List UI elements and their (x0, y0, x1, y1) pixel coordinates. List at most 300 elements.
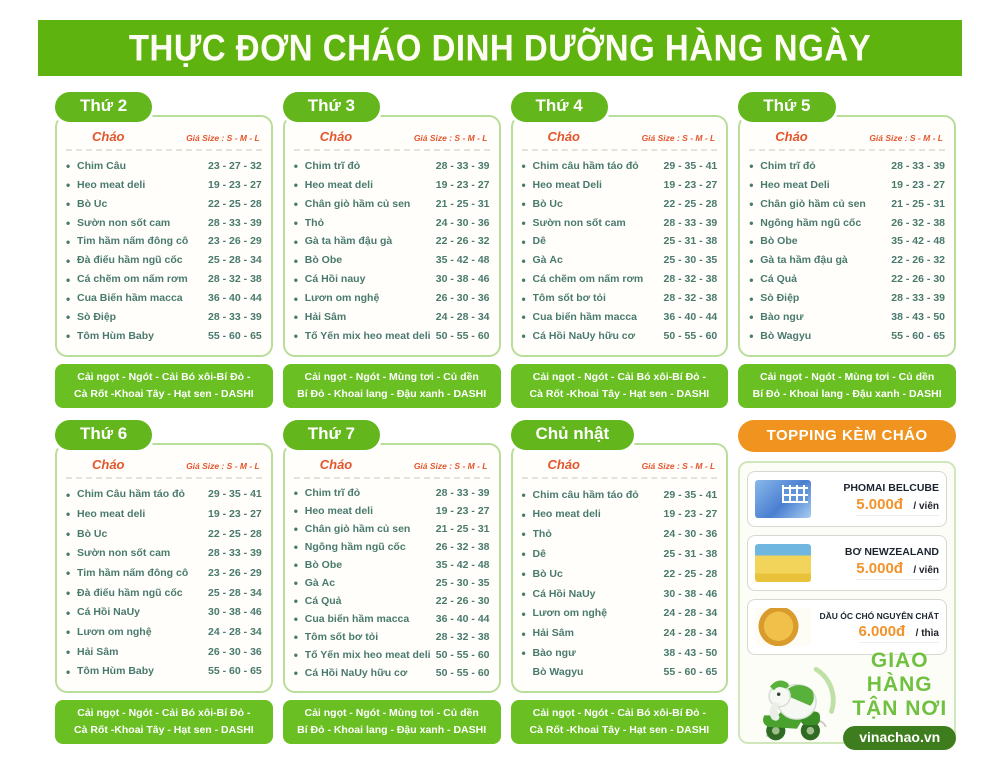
delivery-text (843, 649, 956, 750)
dish-price: 50 - 55 - 60 (663, 330, 718, 343)
dish-row (66, 646, 262, 658)
dish-column-label: Cháo (92, 129, 125, 144)
dish-name: Tôm sốt bơ tỏi (532, 293, 606, 304)
day-card (738, 92, 956, 408)
bullet-icon: • (293, 196, 298, 211)
dish-price: 22 - 25 - 28 (663, 567, 718, 580)
dish-price: 29 - 35 - 41 (663, 488, 718, 501)
dish-row (294, 649, 490, 661)
dish-price: 22 - 25 - 28 (208, 527, 262, 540)
dish-price: 30 - 38 - 46 (208, 606, 262, 619)
vegetable-band (55, 364, 273, 408)
dish-name: Cá Hồi NaUy (77, 607, 141, 618)
dish-row (522, 293, 718, 305)
dish-name: Tôm Hùm Baby (77, 666, 155, 677)
dish-name: Gà Ác (532, 255, 563, 266)
dish-price: 25 - 31 - 38 (663, 235, 718, 248)
dish-price: 25 - 30 - 35 (435, 576, 490, 589)
dish-name: Cua biển hầm macca (532, 312, 637, 323)
dish-name: Bò Wagyu (760, 331, 812, 342)
bullet-icon: • (66, 310, 71, 325)
dish-row (294, 541, 490, 553)
dish-name: Cá Quả (760, 274, 798, 285)
dish-price: 28 - 33 - 39 (208, 547, 262, 560)
dish-name: Tim hầm nấm đông cô (77, 568, 189, 579)
dish-row (66, 528, 262, 540)
bullet-icon: • (521, 507, 526, 522)
bullet-icon: • (66, 158, 71, 173)
dish-name: Chân giò hầm củ sen (760, 198, 866, 210)
dish-name: Dê (532, 236, 546, 247)
bullet-icon: • (293, 504, 298, 519)
bullet-icon: • (749, 196, 754, 211)
bullet-icon: • (66, 196, 71, 211)
price-size-column-label: Giá Size : S - M - L (869, 133, 943, 143)
dish-name: Bò Obe (304, 559, 343, 571)
title-band (38, 20, 962, 76)
dish-row (294, 255, 490, 267)
price-size-column-label: Giá Size : S - M - L (641, 461, 716, 471)
dish-name: Sò Điệp (760, 293, 800, 304)
dish-name: Cua Biển hầm macca (77, 293, 183, 304)
dish-price: 29 - 35 - 41 (208, 488, 262, 501)
delivery-section (747, 648, 948, 746)
dish-price: 28 - 33 - 39 (663, 216, 718, 229)
dish-name: Gà ta hầm đậu gà (760, 255, 848, 266)
dish-row (66, 666, 262, 678)
dish-row (522, 274, 718, 286)
dish-name: Cá chẽm om nấm rơm (77, 274, 188, 285)
topping-price: 6.000đ (858, 623, 906, 640)
dish-price: 19 - 23 - 27 (208, 178, 262, 191)
dish-row (66, 548, 262, 560)
veg-line1: Cải ngọt - Ngót - Cải Bó xôi-Bí Đỏ - (77, 371, 251, 384)
dish-name: Chim trĩ đỏ (304, 487, 361, 499)
bullet-icon: • (66, 234, 71, 249)
bullet-icon: • (293, 648, 298, 663)
dish-price: 28 - 33 - 39 (891, 292, 945, 305)
dish-name: Chim trĩ đỏ (304, 160, 361, 172)
dish-row (294, 236, 490, 248)
day-label: Chủ nhật (511, 420, 635, 450)
price-size-column-label: Giá Size : S - M - L (641, 133, 716, 143)
dish-price: 35 - 42 - 48 (435, 558, 490, 571)
dish-row (294, 160, 490, 172)
bullet-icon: • (293, 612, 298, 627)
dish-row (749, 274, 945, 286)
dish-price: 24 - 28 - 34 (663, 627, 718, 640)
topping-price-line (856, 496, 939, 516)
bullet-icon: • (749, 177, 754, 192)
dish-row (522, 489, 718, 501)
dish-name: Cá Quả (304, 595, 342, 607)
dish-row (294, 217, 490, 229)
dish-price: 29 - 35 - 41 (663, 159, 718, 172)
vegetable-band (283, 700, 501, 744)
dish-price: 24 - 30 - 36 (435, 216, 490, 229)
dish-price: 30 - 38 - 46 (663, 587, 718, 600)
bullet-icon: • (66, 566, 71, 581)
day-label: Thứ 7 (283, 420, 380, 450)
dish-list (66, 153, 262, 349)
dish-row (66, 607, 262, 619)
vegetable-band (738, 364, 956, 408)
bullet-icon: • (521, 606, 526, 621)
day-menu-card (511, 443, 729, 693)
topping-info (817, 482, 939, 516)
topping-name: PHOMAI BELCUBE (843, 482, 939, 494)
dish-name: Chim trĩ đỏ (760, 160, 816, 172)
dish-row (66, 311, 262, 323)
topping-panel (738, 420, 956, 744)
dish-price: 28 - 33 - 39 (208, 311, 262, 324)
dish-name: Heo meat deli (304, 505, 374, 517)
veg-line2: Cà Rốt -Khoai Tây - Hạt sen - DASHI (74, 723, 254, 736)
bullet-icon: • (749, 291, 754, 306)
belcube-pack-image (755, 480, 811, 518)
dish-row (522, 588, 718, 600)
dish-price: 38 - 43 - 50 (663, 647, 718, 660)
bullet-icon: • (66, 625, 71, 640)
dish-name: Dê (532, 549, 546, 560)
dish-name: Bò Obe (760, 236, 798, 247)
topping-list (747, 471, 947, 663)
vegetable-band (283, 364, 501, 408)
dish-price: 24 - 28 - 34 (435, 311, 490, 324)
dish-list (294, 481, 490, 685)
bullet-icon: • (293, 253, 298, 268)
dish-name: Cá chẽm om nấm rơm (532, 274, 644, 285)
dish-row (522, 311, 718, 323)
dish-row (66, 508, 262, 520)
dish-row (522, 568, 718, 580)
bullet-icon: • (293, 234, 298, 249)
dish-name: Bào ngư (760, 312, 804, 323)
day-card (283, 92, 501, 408)
bullet-icon: • (293, 594, 298, 609)
dish-price: 55 - 60 - 65 (663, 666, 718, 679)
dish-price: 28 - 32 - 38 (208, 273, 262, 286)
day-card (55, 92, 273, 408)
dish-row (749, 217, 945, 229)
dish-name: Chân giò hầm củ sen (304, 523, 411, 535)
dish-name: Bò Úc (77, 198, 108, 210)
day-menu-card (283, 115, 501, 357)
dish-name: Tim hầm nấm đông cô (77, 236, 189, 247)
day-card (283, 420, 501, 744)
dish-row (294, 179, 490, 191)
dish-row (749, 293, 945, 305)
dish-name: Tôm Hùm Baby (77, 331, 155, 342)
dish-name: Cá Hồi nauy (304, 274, 366, 285)
dish-price: 28 - 33 - 39 (208, 216, 262, 229)
veg-line1: Cải ngọt - Ngót - Mùng tơi - Củ dền (759, 371, 935, 384)
bullet-icon: • (66, 272, 71, 287)
dish-price: 55 - 60 - 65 (891, 330, 945, 343)
butter-pack-image (755, 544, 811, 582)
dish-row (749, 236, 945, 248)
dish-price: 22 - 25 - 28 (208, 197, 262, 210)
vegetable-band (55, 700, 273, 744)
veg-line2: Bí Đỏ - Khoai lang - Đậu xanh - DASHI (752, 387, 942, 400)
dish-column-label: Cháo (92, 457, 125, 472)
dish-row (294, 311, 490, 323)
dish-row (522, 236, 718, 248)
dish-name: Heo meat deli (77, 509, 146, 520)
dish-name: Chim câu hầm táo đỏ (532, 489, 639, 501)
bullet-icon: • (66, 605, 71, 620)
dashed-divider (294, 149, 490, 151)
dish-name: Bò Wagyu (532, 667, 584, 678)
dish-row (294, 667, 490, 679)
dashed-divider (522, 477, 718, 479)
dish-price: 30 - 38 - 46 (435, 273, 490, 286)
topping-unit: / thìa (915, 628, 939, 639)
topping-row (747, 535, 947, 591)
dish-column-label: Cháo (775, 129, 808, 144)
dish-price: 28 - 33 - 39 (435, 486, 490, 499)
bullet-icon: • (293, 158, 298, 173)
dish-price: 23 - 27 - 32 (208, 159, 262, 172)
bullet-icon: • (293, 486, 298, 501)
veg-line2: Bí Đỏ - Khoai lang - Đậu xanh - DASHI (297, 387, 487, 400)
bullet-icon: • (749, 272, 754, 287)
bullet-icon: • (293, 540, 298, 555)
bullet-icon: • (293, 310, 298, 325)
topping-row (747, 471, 947, 527)
topping-row (747, 599, 947, 655)
bullet-icon: • (521, 196, 526, 211)
bullet-icon: • (521, 310, 526, 325)
day-menu-card (55, 115, 273, 357)
dish-price: 28 - 33 - 39 (891, 159, 945, 172)
dish-name: Bào ngư (532, 648, 576, 659)
dish-row (749, 198, 945, 210)
veg-line1: Cải ngọt - Ngót - Mùng tơi - Củ dền (304, 707, 479, 720)
dish-row (749, 255, 945, 267)
dish-row (294, 613, 490, 625)
dish-list (294, 153, 490, 349)
veg-line1: Cải ngọt - Ngót - Cải Bó xôi-Bí Đỏ - (532, 371, 706, 384)
dish-price: 21 - 25 - 31 (435, 522, 490, 535)
card-header-row (749, 127, 945, 144)
dish-row (66, 587, 262, 599)
website-pill: vinachao.vn (843, 726, 956, 750)
topping-card (738, 461, 956, 744)
bullet-icon: • (293, 329, 298, 344)
dish-price: 19 - 23 - 27 (208, 508, 262, 521)
dish-name: Chim Câu hầm táo đỏ (77, 489, 185, 500)
card-header-row (522, 455, 718, 472)
delivery-line2: TẬN NƠI (852, 697, 948, 721)
elephant-delivery-mascot-icon (747, 652, 843, 748)
topping-price-line (859, 623, 940, 643)
dish-name: Gà Ác (304, 577, 336, 589)
bullet-icon: • (521, 626, 526, 641)
dish-name: Đà điểu hầm ngũ cốc (77, 587, 183, 599)
veg-line1: Cải ngọt - Ngót - Mùng tơi - Củ dền (304, 371, 479, 384)
bullet-icon: • (521, 646, 526, 661)
bullet-icon: • (521, 215, 526, 230)
dish-price: 36 - 40 - 44 (208, 292, 262, 305)
bullet-icon: • (749, 234, 754, 249)
topping-name: BƠ NEWZEALAND (844, 546, 939, 558)
dashed-divider (749, 149, 945, 151)
bullet-icon: • (66, 487, 71, 502)
dish-row (749, 330, 945, 342)
dish-list (66, 481, 262, 685)
dish-row (66, 160, 262, 172)
bullet-icon: • (749, 310, 754, 325)
dish-name: Sườn non sốt cam (77, 548, 171, 559)
day-menu-card (738, 115, 956, 357)
dish-row (522, 647, 718, 659)
bullet-icon: • (749, 329, 754, 344)
card-header-row (66, 455, 262, 472)
dish-price: 23 - 26 - 29 (208, 235, 262, 248)
bullet-icon: • (66, 586, 71, 601)
dish-name: Ngỗng hầm ngũ cốc (304, 541, 406, 553)
dish-price: 22 - 26 - 32 (435, 235, 490, 248)
dish-row (294, 330, 490, 342)
dish-name: Chim Câu (77, 160, 127, 172)
bullet-icon: • (521, 253, 526, 268)
dish-name: Gà ta hầm đậu gà (304, 236, 393, 247)
dish-price: 22 - 26 - 30 (435, 594, 490, 607)
dish-price: 55 - 60 - 65 (208, 330, 262, 343)
bullet-icon: • (521, 272, 526, 287)
dish-name: Thỏ (532, 529, 552, 540)
bullet-icon: • (66, 664, 71, 679)
dish-row (522, 528, 718, 540)
day-label: Thứ 4 (511, 92, 608, 122)
dish-row (66, 293, 262, 305)
bullet-icon: • (66, 546, 71, 561)
day-menu-card (55, 443, 273, 693)
dish-row (522, 160, 718, 172)
dish-name: Tổ Yến mix heo meat deli (304, 331, 431, 342)
dish-price: 24 - 28 - 34 (663, 607, 718, 620)
bullet-icon: • (521, 586, 526, 601)
card-header-row (294, 455, 490, 472)
dish-price: 21 - 25 - 31 (435, 197, 490, 210)
bullet-icon: • (521, 487, 526, 502)
topping-unit: / viên (913, 501, 939, 512)
price-size-column-label: Giá Size : S - M - L (413, 133, 488, 143)
card-header-row (294, 127, 490, 144)
dish-name: Hải Sâm (532, 628, 574, 639)
dish-name: Ngỗng hầm ngũ cốc (760, 217, 862, 228)
dish-name: Heo meat deli (77, 179, 146, 191)
dish-name: Chân giò hầm củ sen (304, 198, 411, 210)
dashed-divider (294, 477, 490, 479)
topping-price: 5.000đ (856, 560, 903, 577)
dish-price: 24 - 28 - 34 (208, 626, 262, 639)
dish-price: 22 - 26 - 32 (891, 254, 945, 267)
dish-price: 19 - 23 - 27 (891, 178, 945, 191)
bullet-icon: • (293, 272, 298, 287)
bullet-icon: • (66, 253, 71, 268)
dish-price: 38 - 43 - 50 (891, 311, 945, 324)
dish-name: Bò Úc (77, 528, 108, 540)
bullet-icon: • (521, 158, 526, 173)
dish-price: 35 - 42 - 48 (891, 235, 945, 248)
dish-row (294, 559, 490, 571)
dish-row (522, 548, 718, 560)
bullet-icon: • (293, 291, 298, 306)
dish-price: 35 - 42 - 48 (435, 254, 490, 267)
day-label: Thứ 3 (283, 92, 380, 122)
dish-price: 25 - 30 - 35 (663, 254, 718, 267)
bullet-icon: • (749, 215, 754, 230)
bullet-icon: • (293, 558, 298, 573)
card-header-row (66, 127, 262, 144)
price-size-column-label: Giá Size : S - M - L (413, 461, 488, 471)
veg-line1: Cải ngọt - Ngót - Cải Bó xôi-Bí Đỏ - (532, 707, 706, 720)
dish-price: 21 - 25 - 31 (891, 197, 945, 210)
dish-column-label: Cháo (319, 129, 353, 144)
bullet-icon: • (293, 522, 298, 537)
dish-name: Heo meat Deli (532, 179, 602, 191)
bullet-icon: • (521, 547, 526, 562)
dish-row (522, 330, 718, 342)
dish-row (294, 523, 490, 535)
dish-price: 19 - 23 - 27 (435, 504, 490, 517)
veg-line2: Bí Đỏ - Khoai lang - Đậu xanh - DASHI (297, 723, 487, 736)
dish-row (749, 179, 945, 191)
bullet-icon: • (293, 177, 298, 192)
topping-info (817, 611, 939, 643)
price-size-column-label: Giá Size : S - M - L (186, 133, 260, 143)
vegetable-band (511, 700, 729, 744)
dish-name: Lươn om nghệ (77, 627, 152, 638)
topping-info (817, 546, 939, 580)
dish-row (522, 608, 718, 620)
dish-row (294, 487, 490, 499)
dashed-divider (522, 149, 718, 151)
dish-row (66, 236, 262, 248)
dish-price: 19 - 23 - 27 (435, 178, 490, 191)
bullet-icon: • (521, 329, 526, 344)
walnut-oil-jar-image (755, 608, 811, 646)
dish-price: 28 - 32 - 38 (663, 273, 718, 286)
bullet-icon: • (293, 576, 298, 591)
dish-row (522, 509, 718, 521)
dish-price: 19 - 23 - 27 (663, 508, 718, 521)
dish-row (522, 179, 718, 191)
dish-list (522, 153, 718, 349)
dish-name: Cua biển hầm macca (304, 614, 410, 625)
dish-row (66, 217, 262, 229)
bullet-icon: • (66, 507, 71, 522)
dish-price: 50 - 55 - 60 (435, 649, 490, 662)
dish-name: Chim câu hầm táo đỏ (532, 160, 639, 172)
dish-price: 55 - 60 - 65 (208, 665, 262, 678)
dish-price: 36 - 40 - 44 (663, 311, 718, 324)
veg-line2: Cà Rốt -Khoai Tây - Hạt sen - DASHI (529, 387, 710, 400)
dish-row (522, 217, 718, 229)
dish-price: 22 - 26 - 30 (891, 273, 945, 286)
dish-row (294, 577, 490, 589)
dish-price: 24 - 30 - 36 (663, 528, 718, 541)
dish-name: Cá Hồi NaUy (532, 588, 596, 600)
bullet-icon: • (66, 177, 71, 192)
bullet-icon: • (749, 253, 754, 268)
bullet-icon: • (293, 630, 298, 645)
bullet-icon: • (66, 645, 71, 660)
bullet-icon: • (521, 234, 526, 249)
dish-row (66, 330, 262, 342)
